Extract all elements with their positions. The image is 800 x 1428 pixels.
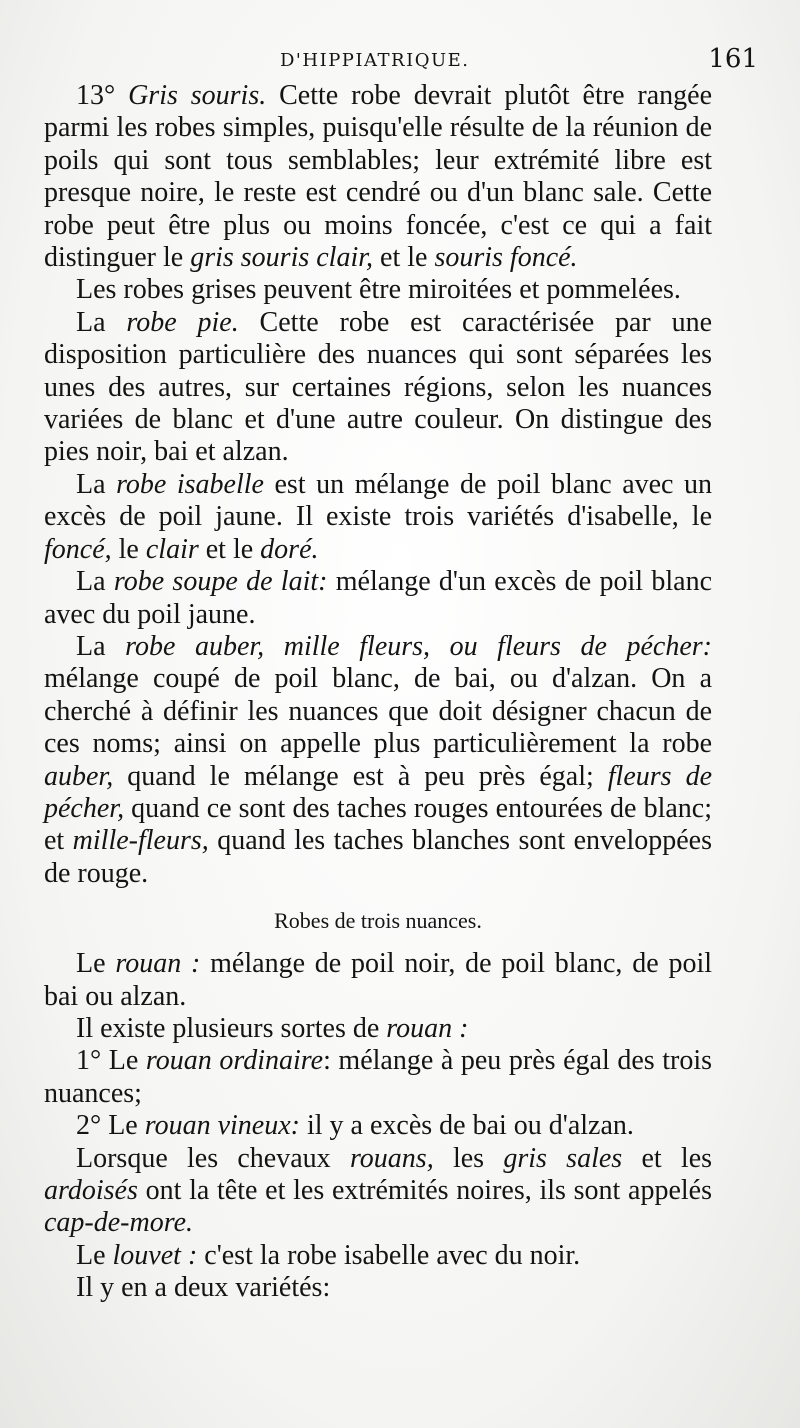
italic-run: rouan : <box>386 1012 469 1044</box>
paragraph-rouan-vineux <box>44 1110 712 1142</box>
text-run: La <box>76 468 117 500</box>
text-run: il y a excès de bai ou d'alzan. <box>299 1110 634 1142</box>
text-run: le <box>111 533 146 565</box>
italic-run: cap-de-more. <box>44 1207 194 1239</box>
paragraph-robe-pie <box>44 307 712 469</box>
text-run: Il y en a deux variétés: <box>76 1272 331 1304</box>
text-run: La <box>76 630 126 662</box>
paragraph-gris-souris <box>44 80 712 274</box>
text-run: les <box>433 1142 504 1174</box>
paragraph-louvet <box>44 1240 712 1272</box>
italic-run: auber, <box>44 760 114 792</box>
running-head: D'HIPPIATRIQUE. <box>280 50 470 71</box>
italic-run: rouan : <box>115 948 201 980</box>
section-heading <box>44 908 712 934</box>
text-run: Lorsque les chevaux <box>76 1142 350 1174</box>
italic-run: doré. <box>260 533 319 565</box>
paragraph-rouan <box>44 948 712 1013</box>
paragraph-robe-auber <box>44 631 712 890</box>
text-run: quand ce sont des taches rouges entourées de blanc; et <box>44 792 712 857</box>
italic-run: robe isabelle <box>116 468 264 500</box>
text-run: et les <box>622 1142 713 1174</box>
italic-run: rouan ordinaire <box>145 1045 324 1077</box>
text-run: ont la tête et les extrémités noires, ils sont appelés <box>137 1175 712 1206</box>
page-header <box>0 42 800 82</box>
italic-run: ardoisés <box>44 1175 138 1206</box>
italic-run: robe soupe de lait: <box>113 566 328 598</box>
text-run: est un mélange de poil blanc avec un excès de poil jaune. Il existe trois variétés d'isabelle, le <box>44 468 713 533</box>
text-run: et le <box>373 242 435 274</box>
italic-run: robe pie. <box>126 306 239 338</box>
text-run: Le <box>76 1239 113 1271</box>
italic-run: fleurs de pécher, <box>44 760 712 824</box>
text-run: 13° <box>76 80 129 111</box>
text-run: et le <box>198 533 261 565</box>
paragraph-cap-de-more <box>44 1143 712 1240</box>
text-run: mélange d'un excès de poil blanc avec du poil jaune. <box>44 566 713 630</box>
text-run: Cette robe est caractérisée par une disposition particulière des nuances qui sont séparées les unes des autres, sur certaines régions, selon les nuances variées de blanc et d'une autre couleur. On distingue des pies noir, bai et alzan. <box>44 306 712 468</box>
italic-run: Gris souris. <box>128 80 267 111</box>
body-text <box>44 80 712 1305</box>
paragraph-robe-soupe-de-lait <box>44 566 712 631</box>
text-run: : mélange à peu près égal des trois nuances; <box>44 1045 713 1109</box>
text-run: La <box>76 566 114 598</box>
italic-run: mille-fleurs, <box>72 825 209 857</box>
page-number: 161 <box>708 44 758 74</box>
italic-run: souris foncé. <box>434 242 578 274</box>
italic-run: louvet : <box>112 1239 198 1271</box>
text-run: Le <box>76 948 116 980</box>
text-run: 1° Le <box>76 1045 146 1077</box>
paragraph-rouan-ordinaire <box>44 1045 712 1110</box>
italic-run: foncé, <box>44 533 112 565</box>
italic-run: rouans, <box>349 1142 434 1174</box>
paragraph-deux-varietes <box>44 1272 712 1304</box>
text-run: Cette robe devrait plutôt être rangée parmi les robes simples, puisqu'elle résulte de la réunion de poils qui sont tous semblables; leur extrémité libre est presque noire, le reste est cendré ou d'un blanc sale. Cette robe peut être plus ou moins foncée, c'est ce qui a fait distinguer le <box>44 80 713 274</box>
text-run: quand les taches blanches sont enveloppées de rouge. <box>44 825 712 889</box>
text-run: mélange coupé de poil blanc, de bai, ou d'alzan. On a cherché à définir les nuances que doit désigner chacun de ces noms; ainsi on appelle plus particulièrement la robe <box>44 663 712 760</box>
italic-run: gris souris clair, <box>190 242 374 274</box>
paragraph-sortes-de-rouan <box>44 1013 712 1045</box>
text-run: Les robes grises peuvent être miroitées et pommelées. <box>76 274 681 306</box>
italic-run: robe auber, mille fleurs, ou fleurs de pécher: <box>125 630 712 662</box>
text-run: Il existe plusieurs sortes de <box>76 1012 387 1044</box>
text-run: c'est la robe isabelle avec du noir. <box>197 1239 581 1271</box>
text-run: mélange de poil noir, de poil blanc, de poil bai ou alzan. <box>44 948 713 1012</box>
italic-run: clair <box>145 533 199 565</box>
italic-run: gris sales <box>503 1142 623 1174</box>
italic-run: rouan vineux: <box>144 1110 300 1142</box>
paragraph-robe-isabelle <box>44 469 712 566</box>
paragraph-robes-grises <box>44 274 712 306</box>
text-run: 2° Le <box>76 1110 145 1142</box>
text-run: La <box>76 306 127 338</box>
text-run: quand le mélange est à peu près égal; <box>113 760 608 792</box>
text-run: Robes de trois nuances. <box>274 908 482 934</box>
